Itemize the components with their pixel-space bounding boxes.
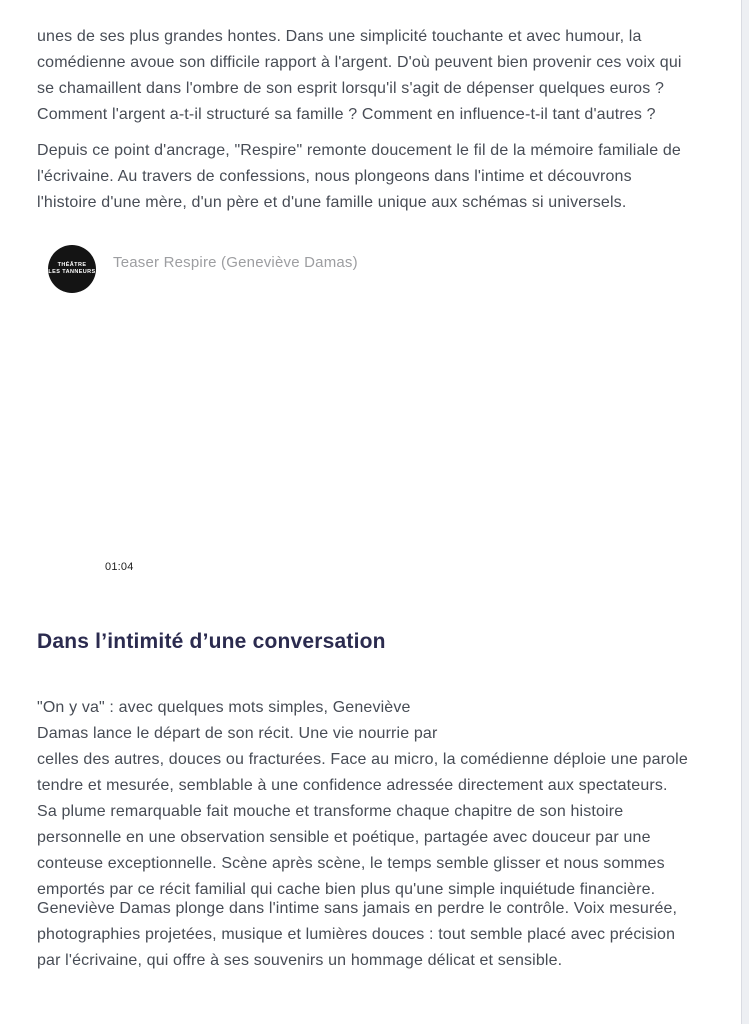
text-line: Sa plume remarquable fait mouche et transforme chaque chapitre de son histoire <box>37 803 624 820</box>
scrollbar-track[interactable] <box>741 0 749 1024</box>
channel-avatar[interactable] <box>48 245 96 293</box>
text-line: conteuse exceptionnelle. Scène après scène, le temps semble glisser et nous sommes <box>37 855 665 872</box>
paragraph <box>37 24 727 128</box>
text-line: "On y va" : avec quelques mots simples, Geneviève <box>37 699 411 716</box>
text-line: personnelle en une observation sensible et poétique, partagée avec douceur par une <box>37 829 651 846</box>
text-line: celles des autres, douces ou fracturées. Face au micro, la comédienne déploie une parole <box>37 751 688 768</box>
text-line: photographies projetées, musique et lumières douces : tout semble placé avec précision <box>37 926 676 943</box>
text-line: Geneviève Damas plonge dans l'intime sans jamais en perdre le contrôle. Voix mesurée, <box>37 900 678 917</box>
text-line: Damas lance le départ de son récit. Une vie nourrie par <box>37 725 438 742</box>
text-line: emportés par ce récit familial qui cache bien plus qu'une simple inquiétude financière. <box>37 881 656 898</box>
text-line: par l'écrivaine, qui offre à ses souvenirs un hommage délicat et sensible. <box>37 952 563 969</box>
section-heading: Dans l’intimité d’une conversation <box>37 630 386 653</box>
channel-logo-text: LES TANNEURS <box>48 269 96 275</box>
text-line: Depuis ce point d'ancrage, "Respire" remonte doucement le fil de la mémoire familiale de <box>37 142 681 159</box>
channel-logo-text: THÉÂTRE <box>57 262 87 268</box>
text-line: comédienne avoue son difficile rapport à l'argent. D'où peuvent bien provenir ces voix qui <box>37 54 682 71</box>
video-title-link[interactable]: Teaser Respire (Geneviève Damas) <box>113 254 358 271</box>
paragraph <box>37 138 727 216</box>
text-line: l'histoire d'une mère, d'un père et d'une famille unique aux schémas si universels. <box>37 194 627 211</box>
text-line: l'écrivaine. Au travers de confessions, nous plongeons dans l'intime et découvrons <box>37 168 632 185</box>
paragraph <box>37 896 727 974</box>
text-line: Comment l'argent a-t-il structuré sa famille ? Comment en influence-t-il tant d'autres ? <box>37 106 656 123</box>
text-line: se chamaillent dans l'ombre de son esprit lorsqu'il s'agit de dépenser quelques euros ? <box>37 80 665 97</box>
video-embed[interactable] <box>37 235 713 585</box>
text-line: tendre et mesurée, semblable à une confidence adressée directement aux spectateurs. <box>37 777 668 794</box>
text-line: unes de ses plus grandes hontes. Dans une simplicité touchante et avec humour, la <box>37 28 642 45</box>
video-timestamp: 01:04 <box>105 561 134 573</box>
paragraph <box>37 695 727 903</box>
